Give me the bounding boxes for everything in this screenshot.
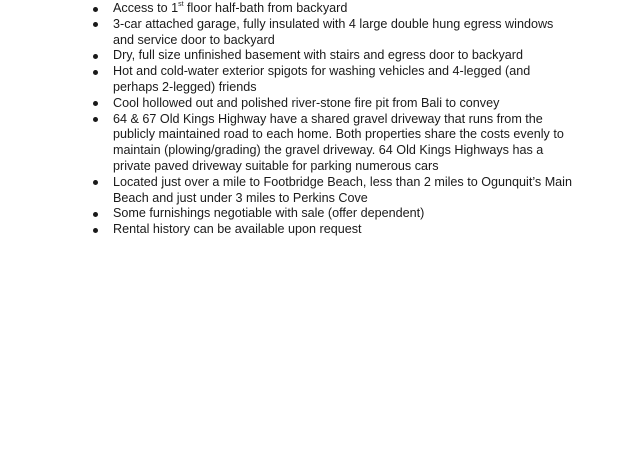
list-item-text: Some furnishings negotiable with sale (offer dependent) (113, 206, 425, 221)
list-item-text: Dry, full size unfinished basement with stairs and egress door to backyard (113, 48, 523, 63)
bullet-icon (93, 7, 98, 12)
bullet-icon (93, 117, 98, 122)
list-item-text: Cool hollowed out and polished river-stone fire pit from Bali to convey (113, 95, 500, 110)
bullet-icon (93, 22, 98, 27)
bullet-icon (93, 180, 98, 185)
list-item-text: 3-car attached garage, fully insulated with 4 large double hung egress windows and service door to backyard (113, 16, 554, 47)
list-item (93, 206, 573, 222)
bullet-icon (93, 54, 98, 59)
list-item (93, 64, 573, 96)
list-item-text: Located just over a mile to Footbridge Beach, less than 2 miles to Ogunquit’s Main Beach and just under 3 miles to Perkins Cove (113, 174, 572, 205)
list-item (93, 112, 573, 175)
list-item (93, 175, 573, 207)
list-item-text: 64 & 67 Old Kings Highway have a shared gravel driveway that runs from the publicly maintained road to each home. Both properties share the costs evenly to maintain (plowing/grading) the gravel driveway. 64 Old Kings Highways has a private paved driveway suitable for parking numerous cars (113, 111, 564, 173)
list-item-text: Access to 1st floor half-bath from backyard (113, 0, 348, 15)
list-item-text: Rental history can be available upon request (113, 222, 362, 237)
bullet-icon (93, 228, 98, 233)
bullet-icon (93, 101, 98, 106)
bullet-icon (93, 212, 98, 217)
feature-list (93, 0, 573, 238)
list-item-text: Hot and cold-water exterior spigots for washing vehicles and 4-legged (and perhaps 2-legged) friends (113, 64, 531, 94)
list-item (93, 222, 573, 238)
list-item (93, 96, 573, 112)
list-item (93, 1, 573, 17)
list-item (93, 48, 573, 64)
bullet-icon (93, 70, 98, 75)
list-item (93, 17, 573, 49)
